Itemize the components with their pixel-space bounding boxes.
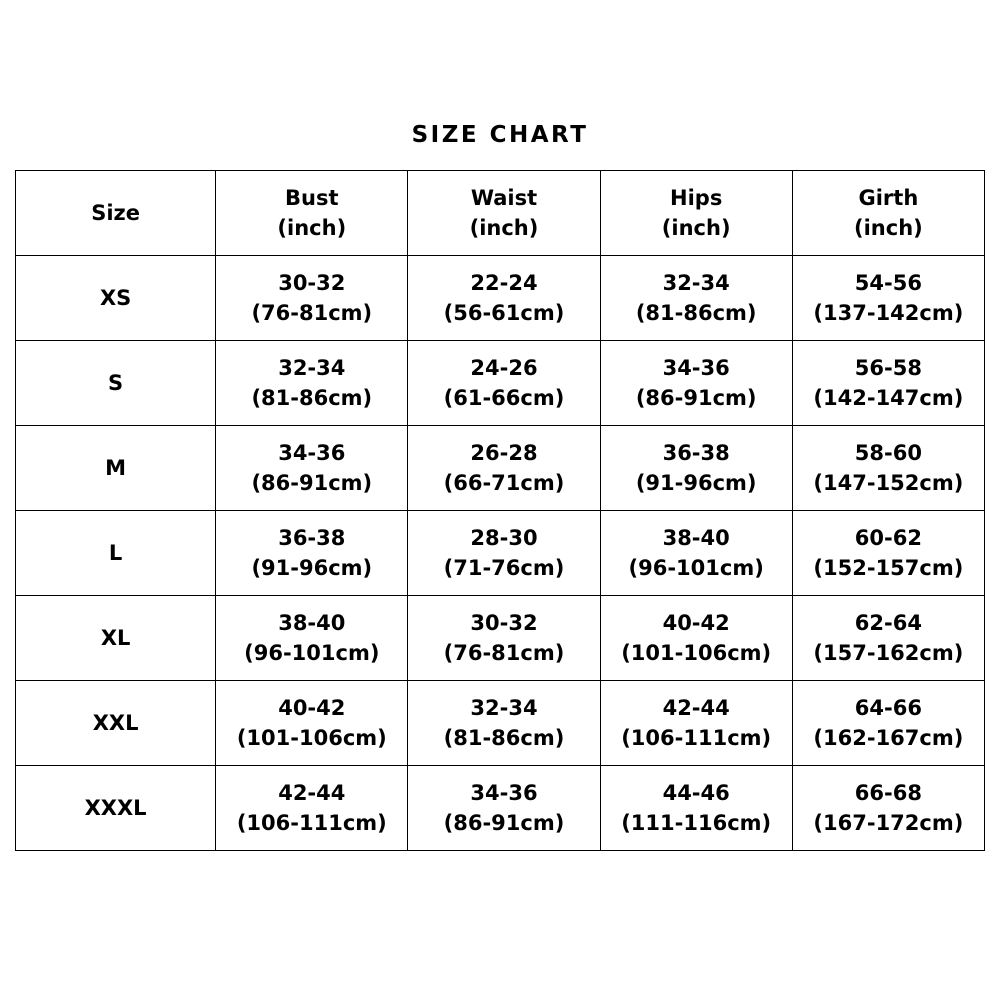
bust-cm: (76-81cm) [251, 301, 373, 325]
cell-girth [792, 426, 984, 511]
size-label: M [105, 456, 127, 480]
girth-inch: 64-66 [854, 695, 922, 720]
cell-hips [600, 426, 792, 511]
girth-inch: 56-58 [854, 355, 922, 380]
column-header-hips-unit: (inch) [661, 216, 731, 240]
bust-cm: (86-91cm) [251, 471, 373, 495]
bust-inch: 40-42 [278, 695, 346, 720]
hips-cm: (106-111cm) [621, 726, 772, 750]
size-chart-table [15, 170, 985, 851]
waist-inch: 30-32 [470, 610, 538, 635]
table-row [16, 596, 985, 681]
page-title: SIZE CHART [411, 122, 589, 148]
column-header-hips-main: Hips [670, 185, 723, 210]
cell-bust [216, 426, 408, 511]
cell-size [16, 256, 216, 341]
girth-cm: (157-162cm) [813, 641, 964, 665]
table-row [16, 681, 985, 766]
column-header-girth [792, 171, 984, 256]
cell-girth [792, 341, 984, 426]
size-label: XXXL [84, 796, 147, 820]
column-header-bust-unit: (inch) [277, 216, 347, 240]
table-row [16, 511, 985, 596]
cell-size [16, 596, 216, 681]
size-label: XS [99, 286, 132, 310]
cell-bust [216, 341, 408, 426]
table-row [16, 766, 985, 851]
waist-cm: (61-66cm) [443, 386, 565, 410]
bust-cm: (96-101cm) [244, 641, 380, 665]
cell-size [16, 511, 216, 596]
column-header-size-main: Size [91, 200, 140, 225]
hips-inch: 38-40 [662, 525, 730, 550]
cell-waist [408, 681, 600, 766]
column-header-bust-main: Bust [285, 185, 339, 210]
column-header-waist-unit: (inch) [469, 216, 539, 240]
column-header-waist [408, 171, 600, 256]
cell-bust [216, 511, 408, 596]
table-row [16, 256, 985, 341]
girth-cm: (142-147cm) [813, 386, 964, 410]
waist-inch: 32-34 [470, 695, 538, 720]
waist-inch: 28-30 [470, 525, 538, 550]
waist-cm: (86-91cm) [443, 811, 565, 835]
hips-cm: (81-86cm) [635, 301, 757, 325]
cell-size [16, 341, 216, 426]
hips-cm: (86-91cm) [635, 386, 757, 410]
cell-waist [408, 511, 600, 596]
size-label: XXL [92, 711, 139, 735]
hips-cm: (111-116cm) [621, 811, 772, 835]
cell-girth [792, 596, 984, 681]
waist-cm: (81-86cm) [443, 726, 565, 750]
cell-girth [792, 511, 984, 596]
table-row [16, 341, 985, 426]
column-header-size [16, 171, 216, 256]
cell-size [16, 426, 216, 511]
column-header-girth-unit: (inch) [854, 216, 923, 240]
waist-inch: 34-36 [470, 780, 538, 805]
bust-cm: (81-86cm) [251, 386, 373, 410]
waist-cm: (56-61cm) [443, 301, 565, 325]
hips-inch: 40-42 [662, 610, 730, 635]
girth-inch: 66-68 [854, 780, 922, 805]
cell-girth [792, 681, 984, 766]
cell-girth [792, 766, 984, 851]
waist-inch: 26-28 [470, 440, 538, 465]
bust-cm: (101-106cm) [236, 726, 387, 750]
cell-hips [600, 341, 792, 426]
table-header-row [16, 171, 985, 256]
cell-waist [408, 256, 600, 341]
hips-inch: 34-36 [662, 355, 730, 380]
girth-inch: 54-56 [854, 270, 922, 295]
table-row [16, 426, 985, 511]
column-header-girth-main: Girth [858, 185, 919, 210]
bust-cm: (91-96cm) [251, 556, 373, 580]
cell-girth [792, 256, 984, 341]
cell-waist [408, 596, 600, 681]
bust-inch: 38-40 [278, 610, 346, 635]
cell-size [16, 766, 216, 851]
girth-cm: (137-142cm) [813, 301, 964, 325]
waist-cm: (76-81cm) [443, 641, 565, 665]
girth-inch: 58-60 [854, 440, 922, 465]
girth-inch: 60-62 [854, 525, 922, 550]
column-header-bust [216, 171, 408, 256]
bust-inch: 42-44 [278, 780, 346, 805]
cell-hips [600, 511, 792, 596]
cell-hips [600, 681, 792, 766]
bust-inch: 32-34 [278, 355, 346, 380]
column-header-hips [600, 171, 792, 256]
cell-size [16, 681, 216, 766]
hips-inch: 36-38 [662, 440, 730, 465]
girth-cm: (147-152cm) [813, 471, 964, 495]
girth-cm: (167-172cm) [813, 811, 964, 835]
bust-inch: 30-32 [278, 270, 346, 295]
column-header-waist-main: Waist [470, 185, 538, 210]
cell-bust [216, 256, 408, 341]
waist-cm: (66-71cm) [443, 471, 565, 495]
bust-cm: (106-111cm) [236, 811, 387, 835]
waist-inch: 24-26 [470, 355, 538, 380]
bust-inch: 34-36 [278, 440, 346, 465]
cell-waist [408, 341, 600, 426]
cell-hips [600, 766, 792, 851]
cell-waist [408, 766, 600, 851]
hips-cm: (96-101cm) [628, 556, 764, 580]
bust-inch: 36-38 [278, 525, 346, 550]
girth-cm: (152-157cm) [813, 556, 964, 580]
hips-cm: (101-106cm) [621, 641, 772, 665]
girth-inch: 62-64 [854, 610, 922, 635]
cell-hips [600, 596, 792, 681]
hips-cm: (91-96cm) [635, 471, 757, 495]
hips-inch: 42-44 [662, 695, 730, 720]
size-label: XL [100, 626, 131, 650]
waist-cm: (71-76cm) [443, 556, 565, 580]
size-label: S [108, 371, 124, 395]
girth-cm: (162-167cm) [813, 726, 964, 750]
cell-bust [216, 766, 408, 851]
hips-inch: 44-46 [662, 780, 730, 805]
cell-hips [600, 256, 792, 341]
cell-waist [408, 426, 600, 511]
hips-inch: 32-34 [662, 270, 730, 295]
cell-bust [216, 596, 408, 681]
cell-bust [216, 681, 408, 766]
size-label: L [108, 541, 123, 565]
waist-inch: 22-24 [470, 270, 538, 295]
